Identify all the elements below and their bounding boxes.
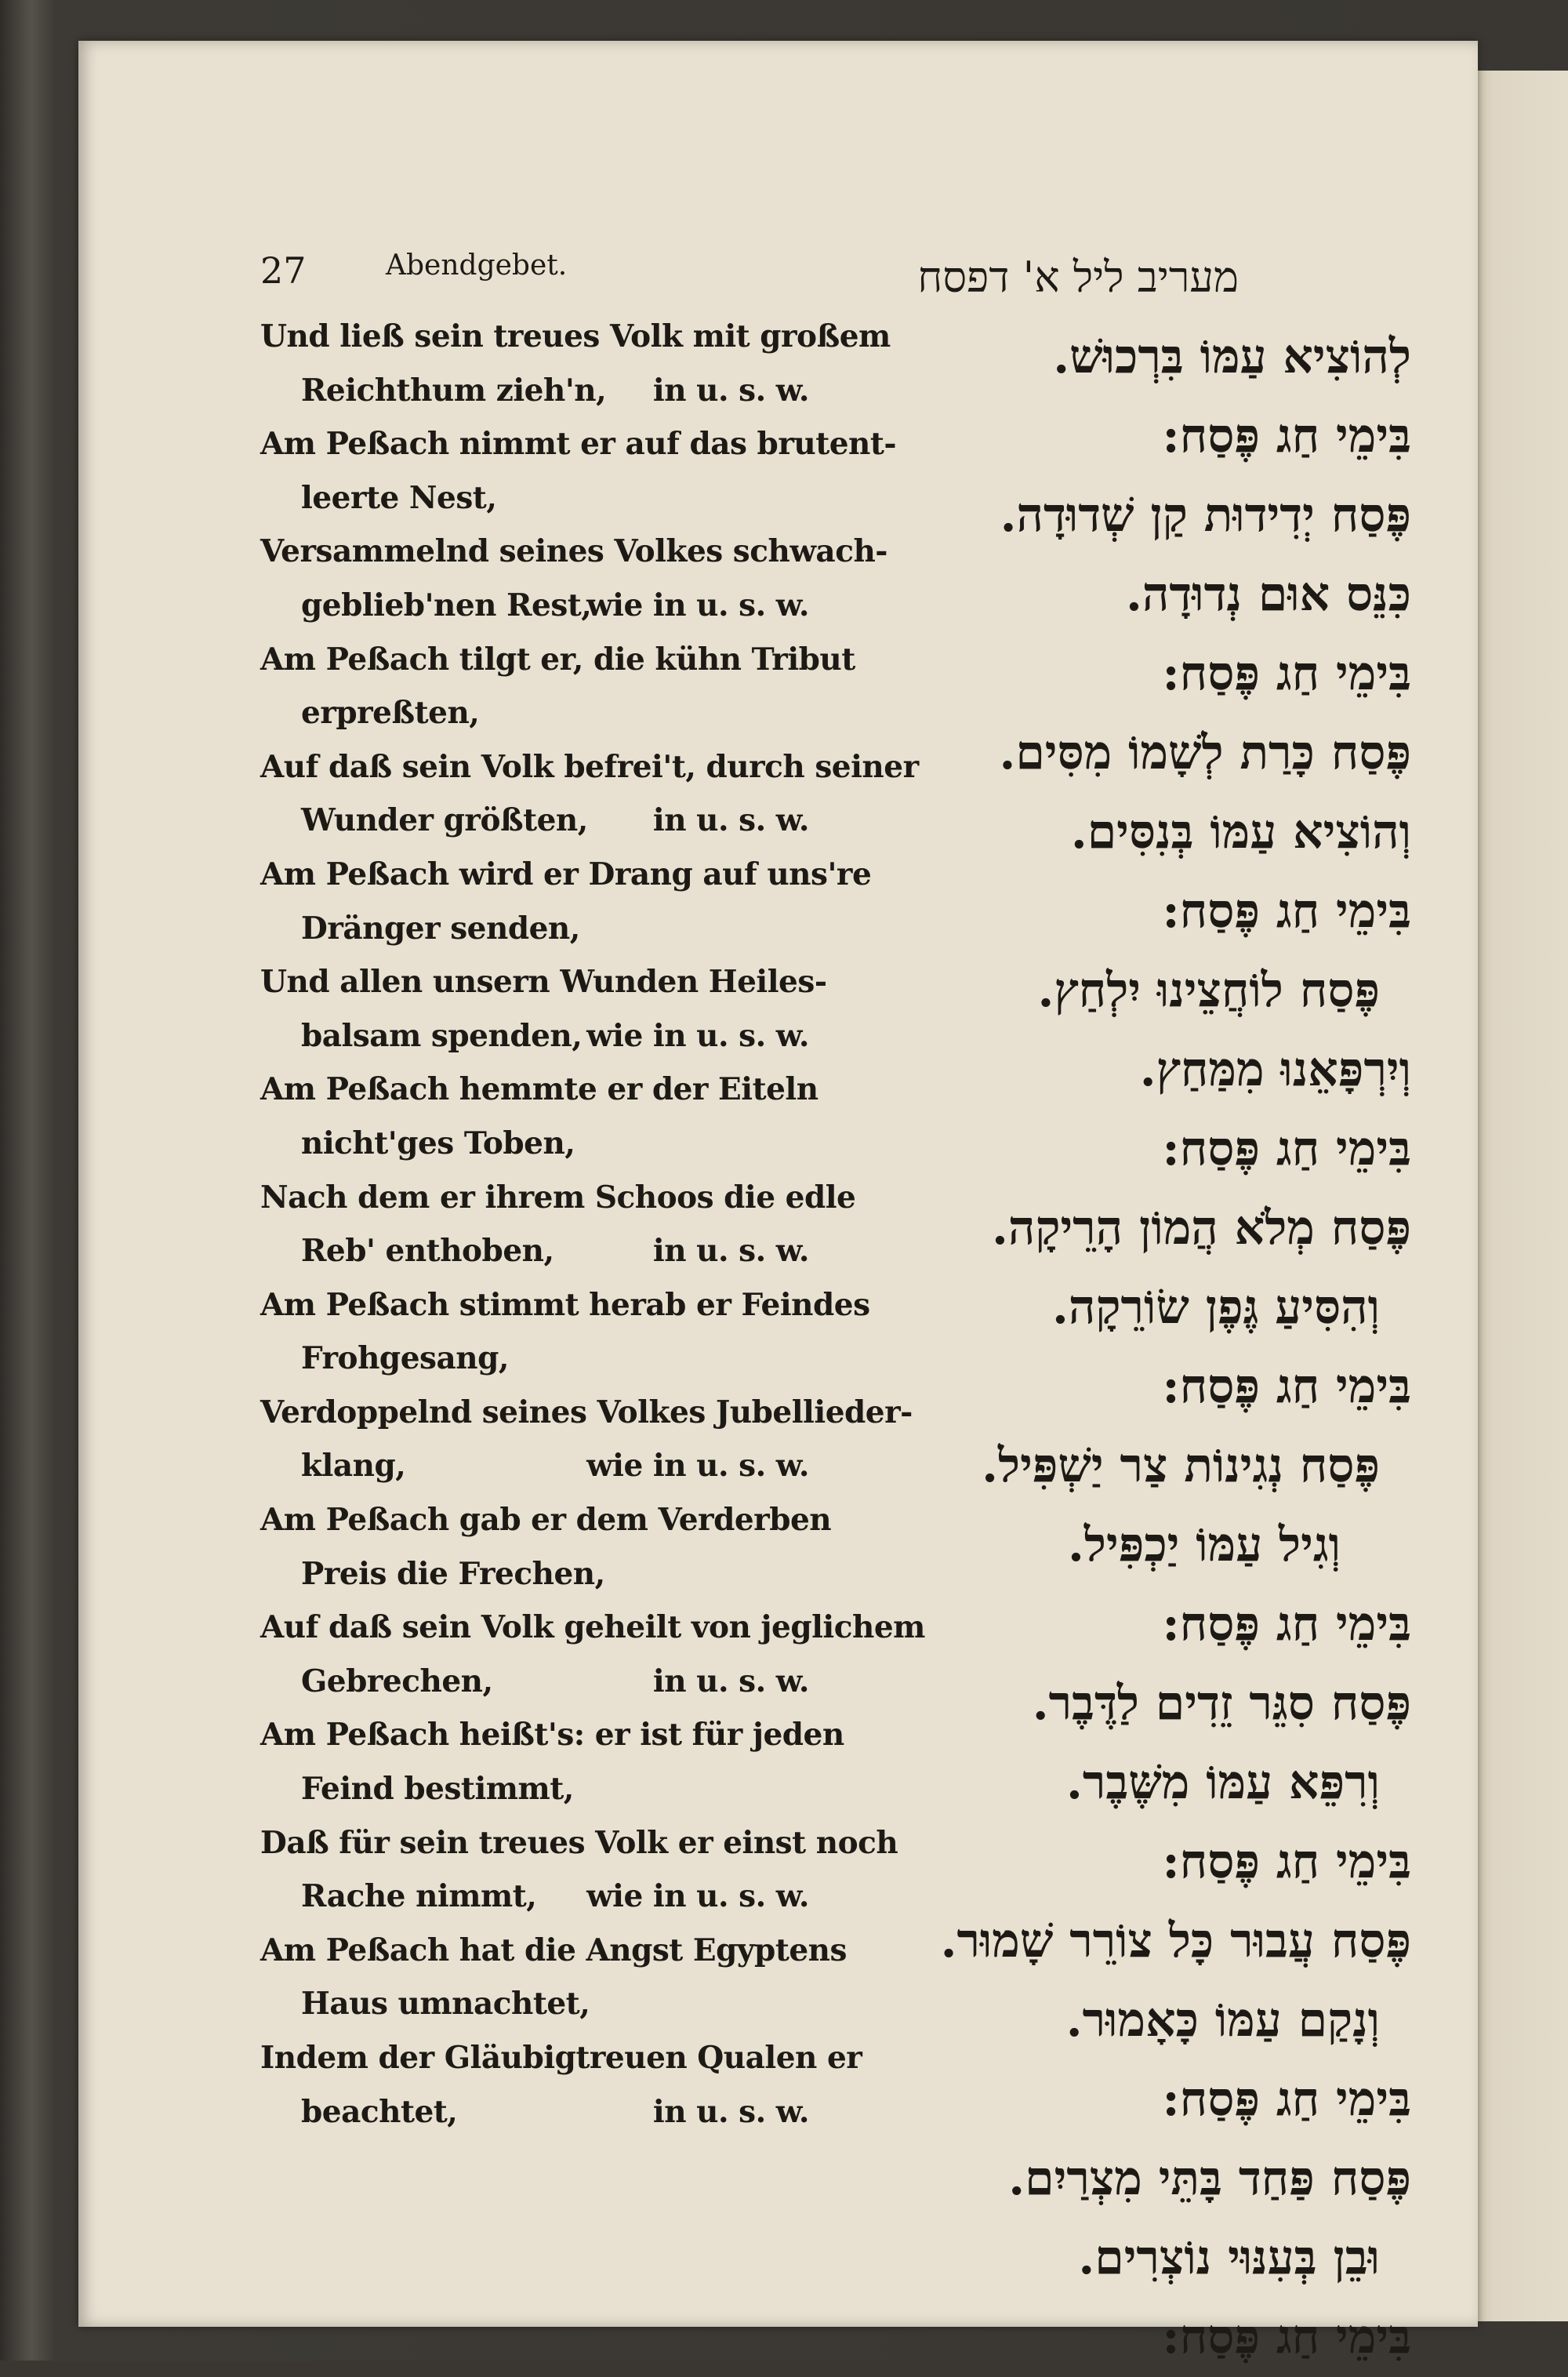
german-line-text: Und allen unsern Wunden Heiles- (260, 964, 827, 1001)
german-line (260, 1870, 809, 1924)
german-line (260, 310, 891, 364)
hebrew-line: וְנָקַם עַמּוֹ כָּאָמוּר. (1065, 1993, 1380, 2048)
german-line (260, 1924, 847, 1978)
hebrew-line: פֶּסַח לוֹחֲצֵינוּ יִלְחַץ. (1037, 963, 1380, 1018)
german-line (260, 1762, 809, 1816)
hebrew-refrain-line: בִּימֵי חַג פֶּסַח: (1162, 1834, 1411, 1889)
german-line (260, 633, 855, 687)
german-line (260, 1332, 809, 1386)
german-line-text: Indem der Gläubigtreuen Qualen er (260, 2040, 862, 2076)
hebrew-line: לְהוֹצִיא עַמּוֹ בִּרְכוּשׁ. (1053, 329, 1411, 384)
german-line (260, 1117, 809, 1171)
german-line-text: Feind bestimmt, (301, 1771, 574, 1808)
german-line (260, 848, 872, 902)
german-line (260, 417, 897, 471)
german-line-text: Am Peßach stimmt herab er Feindes (260, 1286, 870, 1323)
german-line (260, 2031, 862, 2085)
german-line-text: Auf daß sein Volk befrei't, durch seiner (260, 748, 919, 785)
page-number: 27 (260, 249, 307, 292)
german-line-text: beachtet, (301, 2093, 458, 2130)
german-line-refrain: in u. s. w. (652, 2093, 809, 2130)
german-line (260, 1493, 832, 1547)
german-line-text: Frohgesang, (301, 1340, 509, 1377)
german-line-text: Reichthum zieh'n, (301, 372, 607, 409)
german-line (260, 740, 919, 794)
german-line-text: Am Peßach hemmte er der Eiteln (260, 1071, 818, 1108)
german-line-text: nicht'ges Toben, (301, 1125, 575, 1161)
german-line-refrain: wie in u. s. w. (586, 1878, 809, 1915)
german-line (260, 955, 827, 1009)
hebrew-line: פֶּסַח מְלֹא הֲמוֹן הָרֵיקָה. (991, 1201, 1411, 1256)
german-line-text: Gebrechen, (301, 1663, 493, 1699)
german-line (260, 1009, 809, 1063)
hebrew-line: פֶּסַח סִגֵּר זֵדִים לַדֶּבֶר. (1032, 1676, 1411, 1731)
hebrew-running-head: מעריב ליל א' דפסח (917, 253, 1239, 302)
german-line (260, 1439, 809, 1493)
german-line-text: Haus umnachtet, (301, 1986, 590, 2023)
hebrew-line: וְגִיל עַמּוֹ יַכְפִּיל. (1068, 1517, 1341, 1572)
german-line-refrain: in u. s. w. (652, 1663, 809, 1699)
hebrew-line: וְרִפֵּא עַמּוֹ מִשֶּׁבֶר. (1066, 1755, 1380, 1810)
german-line (260, 902, 809, 956)
facing-page-edge (1478, 71, 1568, 2321)
german-line-text: leerte Nest, (301, 479, 497, 516)
german-line-text: Versammelnd seines Volkes schwach- (260, 533, 887, 570)
hebrew-refrain-line: בִּימֵי חַג פֶּסַח: (1162, 1359, 1411, 1414)
german-line (260, 1547, 809, 1601)
running-head: Abendgebet. (386, 249, 568, 282)
german-line-text: Preis die Frechen, (301, 1555, 605, 1592)
german-line-text: geblieb'nen Rest, (301, 587, 592, 623)
german-line (260, 794, 809, 848)
german-line (260, 579, 809, 633)
german-line-text: Rache nimmt, (301, 1878, 537, 1915)
german-line-text: Und ließ sein treues Volk mit großem (260, 318, 891, 354)
hebrew-refrain-line: בִּימֵי חַג פֶּסַח: (1162, 2310, 1411, 2364)
hebrew-refrain-line: בִּימֵי חַג פֶּסַח: (1162, 2072, 1411, 2127)
hebrew-text-column (815, 318, 1411, 2377)
german-line (260, 1171, 856, 1225)
german-line (260, 525, 887, 579)
german-line-text: Auf daß sein Volk geheilt von jeglichem (260, 1609, 925, 1646)
german-line-text: Am Peßach tilgt er, die kühn Tribut (260, 641, 855, 678)
hebrew-line: וְיִרְפָּאֵנוּ מִמַּחַץ. (1139, 1042, 1411, 1097)
german-line-text: balsam spenden, (301, 1017, 583, 1054)
german-line (260, 1816, 898, 1870)
german-line-text: Am Peßach gab er dem Verderben (260, 1502, 832, 1539)
german-line (260, 1278, 870, 1332)
german-line (260, 1224, 809, 1278)
german-line-text: erpreßten, (301, 695, 480, 732)
german-translation-column (260, 310, 925, 2139)
german-line-text: Am Peßach wird er Drang auf uns're (260, 856, 872, 892)
german-line (260, 1601, 925, 1655)
german-line-text: Wunder größten, (301, 802, 588, 839)
hebrew-line: פֶּסַח יְדִידוּת קַן שְׁדוּדָה. (1000, 488, 1411, 543)
german-line (260, 1063, 818, 1117)
hebrew-line: כִּנֵּס אוּם נְדוּדָה. (1125, 567, 1411, 622)
hebrew-line: פֶּסַח עֲבוּר כָּל צוֹרֵר שָׁמוּר. (940, 1914, 1411, 1968)
german-line (260, 1977, 809, 2031)
german-line (260, 1655, 809, 1709)
hebrew-refrain-line: בִּימֵי חַג פֶּסַח: (1162, 1121, 1411, 1176)
german-line-text: Verdoppelnd seines Volkes Jubellieder- (260, 1394, 913, 1430)
german-line (260, 471, 809, 525)
german-line-refrain: in u. s. w. (652, 372, 809, 409)
german-line-text: Reb' enthoben, (301, 1233, 554, 1270)
german-line-text: Am Peßach hat die Angst Egyptens (260, 1932, 847, 1968)
german-line-text: klang, (301, 1448, 406, 1485)
hebrew-refrain-line: בִּימֵי חַג פֶּסַח: (1162, 1597, 1411, 1652)
hebrew-refrain-line: בִּימֵי חַג פֶּסַח: (1162, 884, 1411, 939)
german-line (260, 1386, 913, 1440)
german-line-refrain: in u. s. w. (652, 1233, 809, 1270)
german-line-text: Daß für sein treues Volk er einst noch (260, 1824, 898, 1861)
german-line-refrain: wie in u. s. w. (586, 1448, 809, 1485)
german-line (260, 1708, 844, 1762)
german-line-text: Am Peßach heißt's: er ist für jeden (260, 1717, 844, 1754)
german-line-refrain: in u. s. w. (652, 802, 809, 839)
german-line-refrain: wie in u. s. w. (586, 587, 809, 623)
hebrew-refrain-line: בִּימֵי חַג פֶּסַח: (1162, 646, 1411, 701)
german-line-text: Nach dem er ihrem Schoos die edle (260, 1179, 856, 1216)
german-line (260, 2085, 809, 2139)
german-line-text: Dränger senden, (301, 910, 580, 947)
german-line (260, 364, 809, 418)
hebrew-line: וְהוֹצִיא עַמּוֹ בְּנִסִּים. (1070, 805, 1411, 860)
german-line-refrain: wie in u. s. w. (586, 1017, 809, 1054)
hebrew-line: וְהִסִּיעַ גֶּפֶן שׂוֹרֵקָה. (1051, 1280, 1380, 1335)
hebrew-line: וּבֵן בְּעִנּוּי נוֹצְרִים. (1078, 2230, 1380, 2285)
german-line (260, 686, 809, 740)
hebrew-refrain-line: בִּימֵי חַג פֶּסַח: (1162, 409, 1411, 463)
german-line-text: Am Peßach nimmt er auf das brutent- (260, 426, 897, 463)
hebrew-line: פֶּסַח נְגִינוֹת צַר יַשְׁפִּיל. (982, 1438, 1380, 1493)
hebrew-line: פֶּסַח פַּחַד בָּתֵּי מִצְרַיִם. (1008, 2151, 1411, 2206)
hebrew-line: פֶּסַח כָּרַת לְשָׁמוֹ מִסִּים. (999, 725, 1411, 780)
